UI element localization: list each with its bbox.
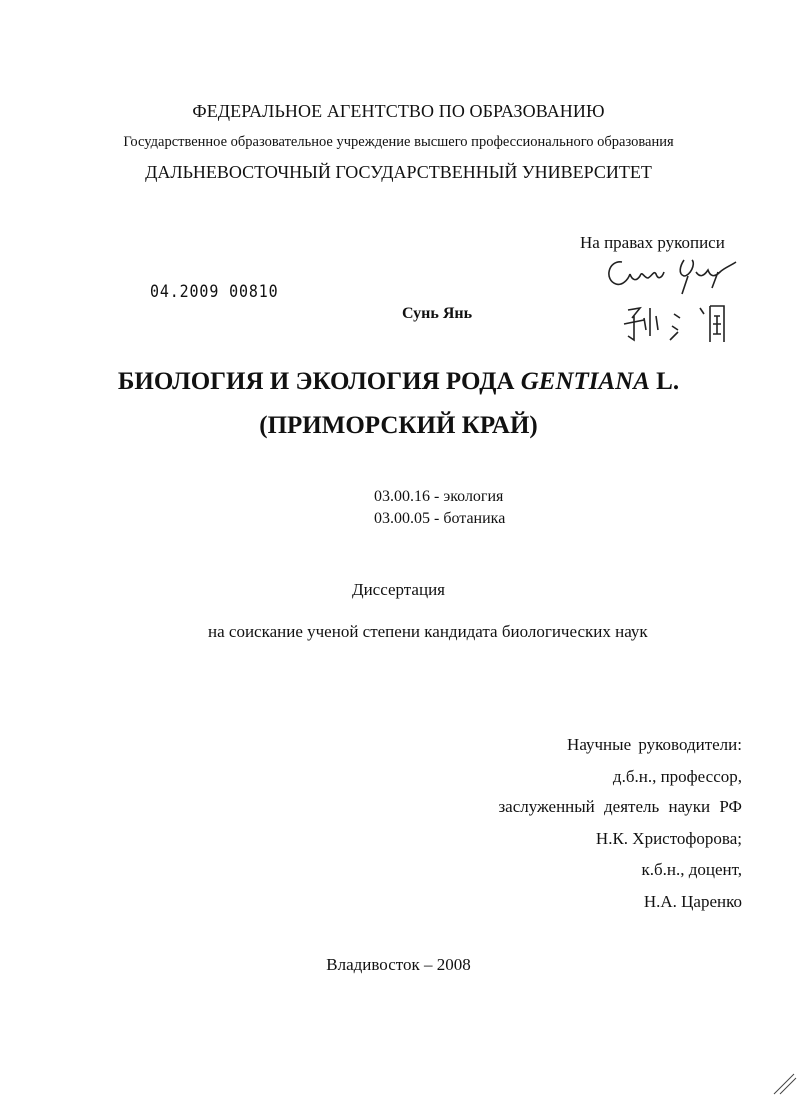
- city-year: Владивосток – 2008: [326, 955, 471, 974]
- supervisor-line: к.б.н., доцент,: [641, 860, 742, 879]
- stamp-number: 04.2009 00810: [150, 282, 279, 302]
- institution-line: Государственное образовательное учреждение высшего профессионального образования: [123, 134, 674, 150]
- agency-heading: ФЕДЕРАЛЬНОЕ АГЕНТСТВО ПО ОБРАЗОВАНИЮ: [192, 101, 605, 121]
- supervisor-line: Н.К. Христофорова;: [595, 829, 742, 848]
- supervisor-line: заслуженный деятель науки РФ: [498, 797, 742, 816]
- supervisors-title: Научные руководители:: [567, 735, 742, 754]
- supervisor-line: Н.А. Царенко: [643, 892, 742, 911]
- thesis-title: [0, 368, 797, 396]
- author-name: Сунь Янь: [402, 305, 473, 322]
- title-line1-suffix: L.: [649, 368, 680, 395]
- title-genus: GENTIANA: [520, 368, 650, 395]
- university-name: ДАЛЬНЕВОСТОЧНЫЙ ГОСУДАРСТВЕННЫЙ УНИВЕРСИТЕТ: [145, 162, 652, 182]
- degree-line: на соискание ученой степени кандидата биологических наук: [208, 622, 648, 641]
- title-line1-prefix: БИОЛОГИЯ И ЭКОЛОГИЯ РОДА: [117, 368, 521, 395]
- specialty-ecology: 03.00.16 - экология: [374, 488, 504, 505]
- thesis-subtitle: (ПРИМОРСКИЙ КРАЙ): [259, 412, 538, 439]
- supervisor-line: д.б.н., профессор,: [612, 767, 742, 786]
- document-type: Диссертация: [351, 580, 445, 599]
- corner-mark: [770, 1070, 797, 1096]
- specialty-botany: 03.00.05 - ботаника: [374, 510, 506, 527]
- manuscript-note: На правах рукописи: [580, 233, 725, 252]
- handwritten-signature: [600, 250, 760, 350]
